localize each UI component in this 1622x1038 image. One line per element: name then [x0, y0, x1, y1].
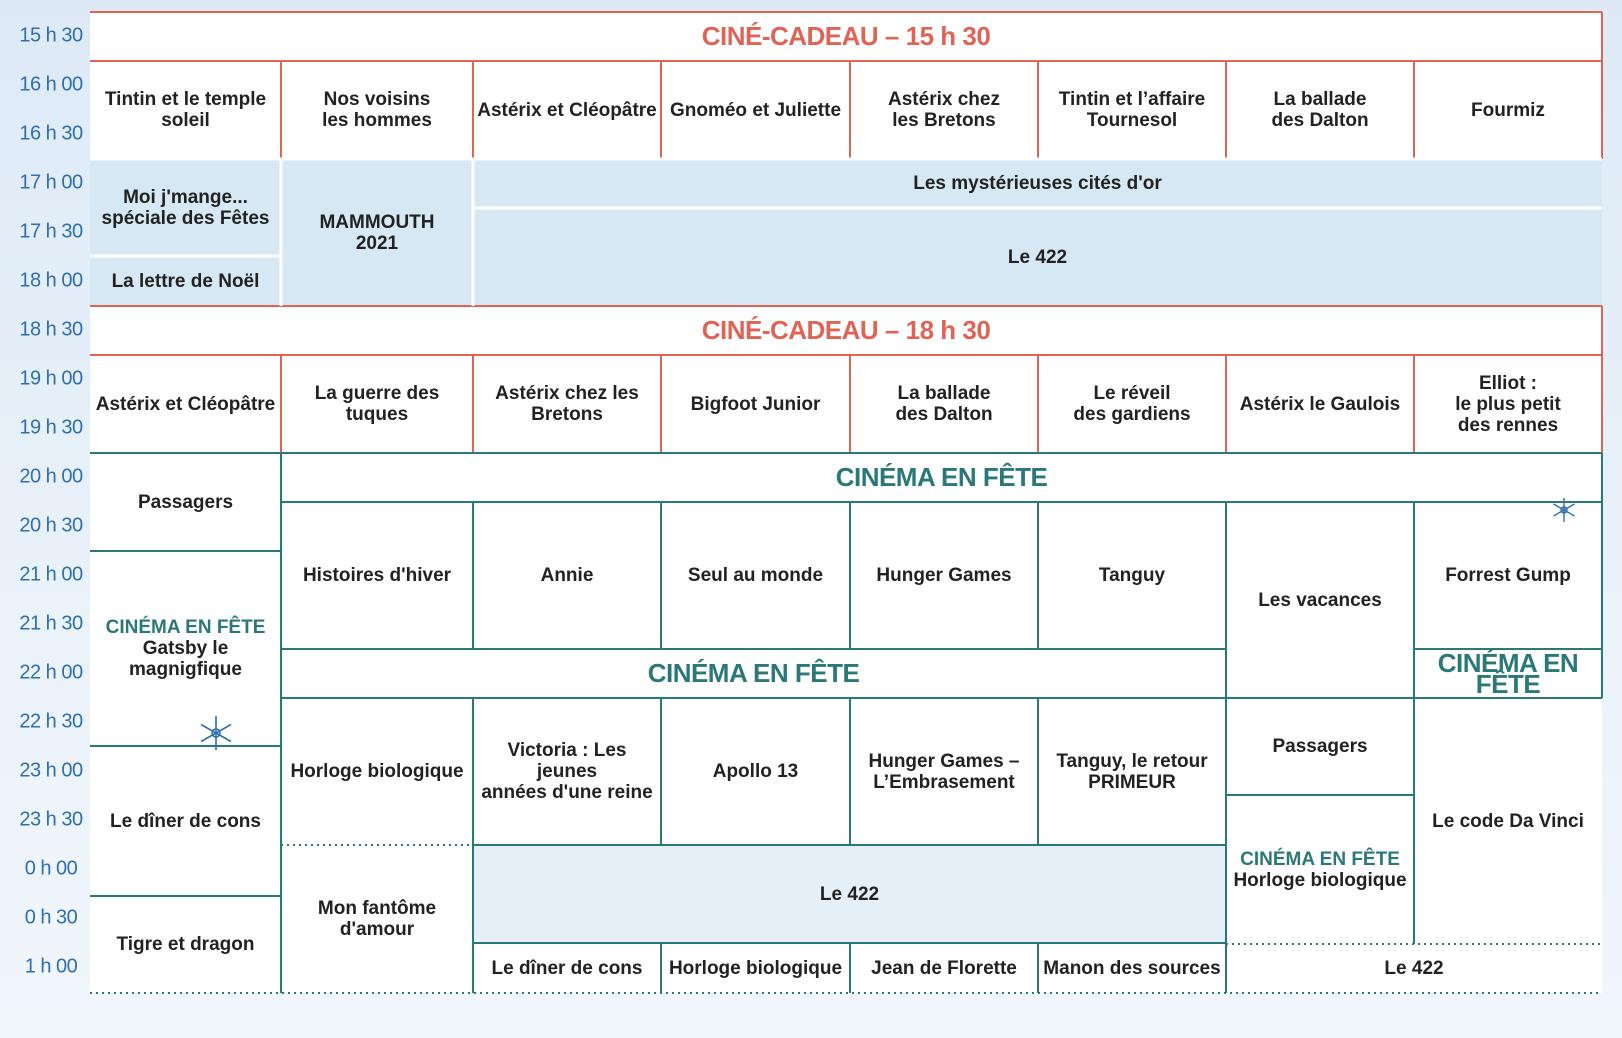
program-title: Gatsby le magnigfique	[129, 638, 242, 680]
program-cell[interactable]: Passagers	[1226, 698, 1414, 795]
snowflake-icon	[1550, 496, 1578, 524]
time-label: 16 h 30	[19, 122, 83, 145]
time-label: 18 h 00	[19, 269, 83, 292]
cinema-en-fete-banner: CINÉMA EN FÊTE	[281, 453, 1602, 502]
program-cell[interactable]: La ballade des Dalton	[1226, 61, 1414, 159]
program-cell[interactable]: Manon des sources	[1038, 943, 1226, 993]
program-cell[interactable]	[90, 551, 281, 746]
time-label: 21 h 00	[19, 563, 83, 586]
program-cell[interactable]: Nos voisins les hommes	[281, 61, 473, 159]
program-cell[interactable]: Victoria : Les jeunes années d'une reine	[473, 698, 661, 845]
program-cell[interactable]: Tintin et l’affaire Tournesol	[1038, 61, 1226, 159]
program-cell[interactable]: Astérix chez les Bretons	[473, 355, 661, 453]
time-label: 21 h 30	[19, 612, 83, 635]
time-label: 17 h 30	[19, 220, 83, 243]
program-cell[interactable]: Passagers	[90, 453, 281, 551]
program-cell[interactable]: Astérix et Cléopâtre	[90, 355, 281, 453]
time-label: 19 h 30	[19, 416, 83, 439]
program-cell[interactable]: Jean de Florette	[850, 943, 1038, 993]
cinema-en-fete-banner: CINÉMA EN FÊTE	[1414, 649, 1602, 698]
program-cell[interactable]	[1226, 795, 1414, 944]
program-cell[interactable]: Astérix le Gaulois	[1226, 355, 1414, 453]
time-label: 22 h 30	[19, 710, 83, 733]
program-cell[interactable]: Le dîner de cons	[473, 943, 661, 993]
program-cell[interactable]: Tigre et dragon	[90, 896, 281, 993]
program-cell[interactable]: Annie	[473, 502, 661, 649]
time-label: 15 h 30	[19, 24, 83, 47]
time-label: 0 h 00	[24, 857, 78, 880]
program-cell[interactable]: Fourmiz	[1414, 61, 1602, 159]
program-cell[interactable]: Le code Da Vinci	[1414, 698, 1602, 944]
time-label: 18 h 30	[19, 318, 83, 341]
program-cell[interactable]: Forrest Gump	[1414, 502, 1602, 649]
program-cell[interactable]: Mon fantôme d'amour	[281, 845, 473, 993]
program-cell[interactable]: Hunger Games – L’Embrasement	[850, 698, 1038, 845]
program-cell[interactable]: La guerre des tuques	[281, 355, 473, 453]
program-cell[interactable]: Les vacances	[1226, 502, 1414, 698]
program-cell[interactable]: Le réveil des gardiens	[1038, 355, 1226, 453]
program-cell[interactable]: Apollo 13	[661, 698, 850, 845]
program-cell[interactable]: Tanguy, le retour PRIMEUR	[1038, 698, 1226, 845]
program-cell[interactable]: Hunger Games	[850, 502, 1038, 649]
cinema-en-fete-label: CINÉMA EN FÊTE	[105, 617, 266, 638]
program-cell[interactable]: Astérix chez les Bretons	[850, 61, 1038, 159]
program-cell[interactable]: Tintin et le temple soleil	[90, 61, 281, 159]
program-cell[interactable]: Gnoméo et Juliette	[661, 61, 850, 159]
cinema-en-fete-banner: CINÉMA EN FÊTE	[281, 649, 1226, 698]
program-cell[interactable]: La ballade des Dalton	[850, 355, 1038, 453]
cine-cadeau-1530-banner: CINÉ-CADEAU – 15 h 30	[90, 12, 1602, 61]
program-cell[interactable]: Les mystérieuses cités d'or	[473, 159, 1602, 208]
program-cell[interactable]: MAMMOUTH 2021	[281, 159, 473, 306]
time-label: 23 h 30	[19, 808, 83, 831]
program-cell[interactable]: Elliot : le plus petit des rennes	[1414, 355, 1602, 453]
cinema-en-fete-label: CINÉMA EN FÊTE	[1240, 848, 1400, 870]
time-label: 0 h 30	[24, 906, 78, 929]
cine-cadeau-1830-banner: CINÉ-CADEAU – 18 h 30	[90, 306, 1602, 355]
program-cell[interactable]: Seul au monde	[661, 502, 850, 649]
program-cell[interactable]: Horloge biologique	[281, 698, 473, 845]
time-label: 20 h 30	[19, 514, 83, 537]
program-cell[interactable]: Histoires d'hiver	[281, 502, 473, 649]
time-label: 19 h 00	[19, 367, 83, 390]
program-cell[interactable]: Le dîner de cons	[90, 746, 281, 896]
time-label: 17 h 00	[19, 171, 83, 194]
time-label: 23 h 00	[19, 759, 83, 782]
program-cell[interactable]: Le 422	[473, 208, 1602, 306]
program-title: Horloge biologique	[1233, 869, 1407, 891]
program-cell[interactable]: Astérix et Cléopâtre	[473, 61, 661, 159]
program-cell[interactable]: Moi j'mange... spéciale des Fêtes	[90, 159, 281, 256]
time-label: 20 h 00	[19, 465, 83, 488]
program-cell[interactable]: La lettre de Noël	[90, 256, 281, 306]
program-cell[interactable]: Le 422	[1226, 944, 1602, 993]
time-label: 16 h 00	[19, 73, 83, 96]
time-label: 22 h 00	[19, 661, 83, 684]
program-cell[interactable]: Horloge biologique	[661, 943, 850, 993]
time-label: 1 h 00	[24, 955, 78, 978]
program-cell[interactable]: Bigfoot Junior	[661, 355, 850, 453]
program-cell[interactable]: Tanguy	[1038, 502, 1226, 649]
snowflake-icon	[197, 714, 235, 752]
program-cell[interactable]: Le 422	[473, 845, 1226, 943]
